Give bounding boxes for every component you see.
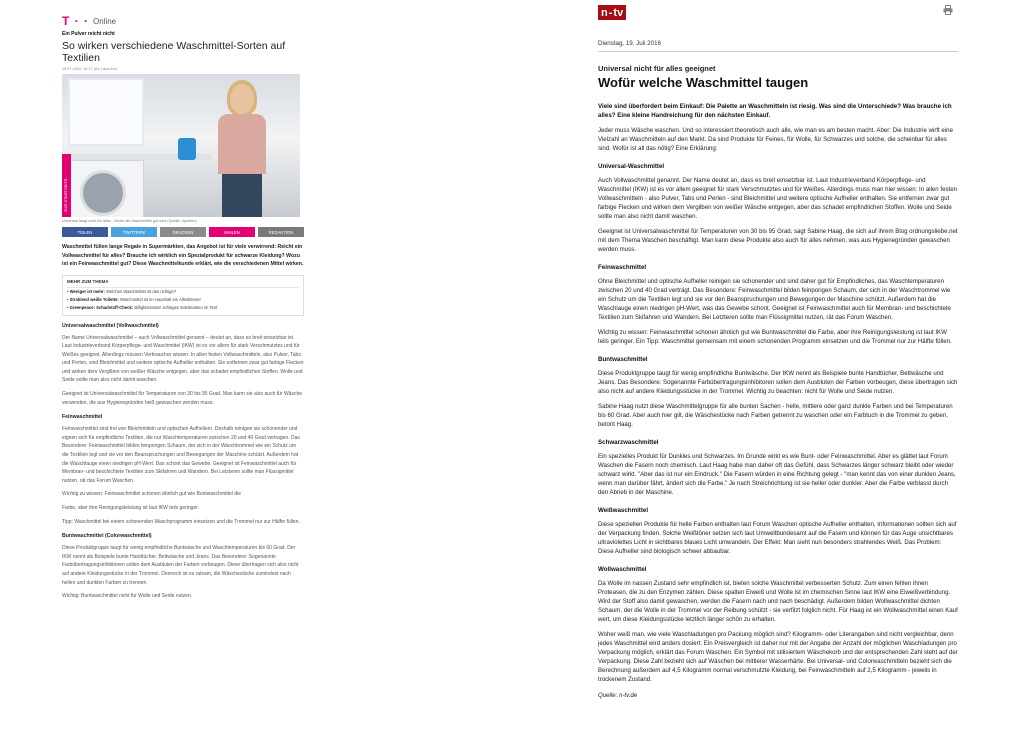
mail-label: MAILEN (224, 229, 240, 235)
paragraph: Ein spezielles Produkt für Dunkles und Schwarzes. Im Grunde wirkt es wie Bunt- oder Feinwaschmittel. Aber es glättet laut Forum Waschen die Fasern noch chemisch. Laut Haag habe man daher oft das Gefühl, dass Schwarzes länger schwarz bleibt oder wieder schwarz wirkt. "Aber das ist nur ein Eindruck." Die Fasern würden in eine Richtung gelegt - "man kennt das von einer dunklen Jeans, wenn man darüber fährt, ändert sich die Farbe." Je nach Streichrichtung ist sie heller oder dunkler. Aber die Farbe verblasst durch den Abrieb in der Maschine. (598, 453, 956, 496)
article-kicker: Universal nicht für alles geeignet (598, 64, 716, 73)
paragraph: Auch Vollwaschmittel genannt. Der Name deutet an, dass es breit einsetzbar ist. Laut Industrieverband Körperpflege- und Waschmittel (IKW) ist es vor allem geeignet für stark Verschmutztes und für Weißes. Allerdings muss man hier wissen: In allen festen Vollwaschmitteln - also Pulver, Tabs und Perlen - sind Bleichmittel und weitere optische Aufheller enthalten. Sie entfernen zwar gut farbige Flecken und wirken dem Vergilben von weißer Wäsche entgegen, aber das schadet empfindlichen Stoffen. Wolle und Seide sollte man also nicht damit waschen. (598, 177, 957, 220)
paragraph: Der Name Universalwaschmittel – auch Vollwaschmittel genannt – deutet an, dass es breit einsetzbar ist. Laut Industrieverband Körperpflege- und Waschmittel (IKW) ist es vor allem für stark Verschmutztes und für Weißes geeignet. Allerdings müssen Verbraucher wissen: In allen festen Vollwaschmitteln, also Pulver, Tabs und Perlen, sind Bleichmittel und weitere optische Aufheller enthalten. Sie entfernen zwar gut farbige Flecken und wirken dem Vergilben von weißer Wäsche entgegen, aber das schadet empfindlichen Stoffen. Wolle und Seide sollte man also nicht damit waschen. (62, 334, 304, 384)
more-topic-link-bold: Weniger ist mehr: (69, 288, 105, 294)
ntv-logo-dash: - (608, 6, 613, 19)
paragraph: Diese speziellen Produkte für helle Farben enthalten laut Forum Waschen optische Aufheller enthalten, Informationen sollten sich auf der Verpackung finden. Solche Weißtöner setzen sich laut Umweltbundesamt auf die Fasern und können für das Auge unsichtbares ultraviolettes Licht in sichtbares blaues Licht umwandeln. Der Effekt: Man sieht nun besonders strahlendes Weiß. Das Problem: Diese Aufheller sind biologisch schwer abbaubar. (598, 521, 957, 555)
share-facebook-button[interactable] (62, 227, 108, 237)
section-heading: Buntwaschmittel (598, 356, 648, 363)
article-lead: Viele sind überfordert beim Einkauf: Die Palette an Waschmitteln ist riesig. Was sind die Unterschiede? Was brauche ich alles? Eine kleine Handreichung für den nächsten Einkauf. (598, 103, 952, 119)
paragraph: Geeignet ist Universalwaschmittel für Temperaturen von 30 bis 95 Grad, sagt Sabine Haag, die sich auf ihrem Blog ordnungsliebe.net mit dem Thema Waschen beschäftigt. Man kann diese Produkte also auch für alles nehmen, was aus Hygienegründen gewaschen werden muss. (598, 228, 958, 253)
bullet-icon: • (67, 296, 70, 302)
more-topic-link-bold: Greenpeace: Schadstoff-Check: (69, 304, 134, 310)
more-topic-link-text: Welches Waschmittel ist das richtige? (104, 288, 177, 294)
share-twitter-button[interactable] (111, 227, 157, 237)
tonline-logo[interactable] (62, 14, 304, 28)
paragraph: Farbe, aber ihre Reinigungsleistung ist laut IKW teils geringer. (62, 505, 200, 511)
telekom-logo-mark: T · · (62, 14, 89, 28)
paragraph: Wichtig: Buntwaschmittel nicht für Wolle und Seide nutzen. (62, 593, 193, 600)
bullet-icon: • (67, 304, 70, 310)
paragraph: Diese Produktgruppe taugt für wenig empfindliche Buntwäsche. Der IKW nennt als Beispiele bunte Handtücher, Bettwäsche und Jeans. Das Besondere: Sogenannte Farbübertragungsinhibitoren sollen dem Ausbluten der Farben vorbeugen, diese übertragen sich also nicht auf andere Kleidungsstücke in der Trommel. Wichtig zu beachten: nicht für Wolle und Seide nutzen. (598, 370, 958, 395)
section-heading: Feinwaschmittel (598, 264, 647, 271)
more-topic-link[interactable] (67, 296, 299, 304)
paragraph: Wichtig zu wissen: Feinwaschmittel schonen ähnlich gut wie Buntwaschmittel die Farbe, aber ihre Reinigungsleistung ist laut IKW teils geringer. Ein Tipp: Waschmittel gemeinsam mit einem schonenden Programm einsetzen und die Trommel nur zur Hälfte füllen. (598, 329, 952, 345)
article-meta: 18.07.2016, 16:17 Uhr | dpa-tmn (62, 67, 117, 71)
article-title: So wirken verschiedene Waschmittel-Sorten auf Textilien (62, 40, 286, 64)
share-twitter-label: TWITTERN (123, 229, 145, 235)
more-topic-link-text: Billigklamotten schlagen Edelmarken im Test (133, 304, 218, 310)
source-line: Quelle: n-tv.de (598, 692, 638, 699)
paragraph: Jeder muss Wäsche waschen. Und so interessiert theoretisch auch alle, wie man es am besten macht. Aber: Die Industrie wirft eine Vielzahl an Waschmitteln auf den Markt. Da sind Produkte für Feines, für Wolle, für Schwarzes und solche, die scheinbar für alles sind. Wofür ist all das nötig? Eine Erklärung: (598, 127, 953, 152)
redaktion-button[interactable] (258, 227, 304, 237)
tonline-article (62, 14, 304, 743)
paragraph: Ohne Bleichmittel und optische Aufheller reinigen sie schonender und sind daher gut für Empfindliches, das Waschtemperaturen zwischen 20 und 40 Grad verträgt. Das Besondere: Feinwaschmittel bilden feinporigen Schaum, der sich in der Waschtrommel wie ein Schutz um die Textilien legt und sie vor den Beanspruchungen und Bewegungen der Maschine schützt. Außerdem hat die Waschlauge einen niedrigen pH-Wert, was das Gewebe schont. Geeignet ist Feinwaschmittel auch für Membran- und beschichtete Textilien zum Skifahren und Wandern. Bei Letzteren sollte man Flüssigmittel nutzen, rät das Forum Waschen. (598, 278, 951, 321)
paragraph: Wichtig zu wissen: Feinwaschmittel schonen ähnlich gut wie Buntwaschmittel die (62, 491, 241, 498)
startseite-badge[interactable] (62, 154, 71, 217)
redaktion-label: REDAKTION (268, 229, 294, 235)
woman-body-graphic (218, 114, 266, 174)
ntv-logo-n: n (601, 6, 608, 19)
article-kicker: Ein Pulver reicht nicht (62, 31, 115, 37)
share-bar (62, 227, 304, 237)
section-heading: Universalwaschmittel (Vollwaschmittel) (62, 322, 159, 329)
print-button[interactable] (160, 227, 206, 237)
paragraph: Diese Produktgruppe taugt für wenig empfindliche Buntwäsche und Waschtemperaturen bis 60 Grad. Der IKW nennt als Beispiele bunte Handtücher, Bettwäsche und Jeans. Das Besondere: Sogenannte Farbübertragungsinhibitoren sollen dem Ausbluten der Farben vorbeugen. Diese übertragen sich also nicht auf andere Kleidungsstücke in der Trommel. Dennoch ist es ratsam, die Wäschestücke zumindest nach hellen und dunklen Farben zu trennen. (62, 545, 299, 586)
woman-legs-graphic (222, 174, 262, 217)
printer-icon[interactable] (943, 5, 953, 15)
mail-button[interactable] (209, 227, 255, 237)
section-heading: Wollwaschmittel (598, 566, 647, 573)
detergent-bottle-graphic (178, 138, 196, 160)
more-topic-link[interactable] (67, 304, 299, 312)
ntv-logo-tv: tv (613, 6, 624, 19)
ntv-article (598, 5, 958, 743)
more-topic-link[interactable] (67, 288, 299, 296)
share-facebook-label: TEILEN (77, 229, 93, 235)
paragraph: Woher weiß man, wie viele Waschladungen pro Packung möglich sind? Kilogramm- oder Literangaben sind nicht vergleichbar, denn jedes Waschmittel wird anders dosiert. Ein Preisvergleich ist daher nur mit der Angabe der Anzahl der möglichen Waschladungen pro Verpackung möglich, erklärt das Forum Waschen. Ein Symbol mit stilisiertem Wäschekorb und der entsprechenden Zahl steht auf der Verpackung. Diese Zahl bezieht sich auf Wäschen bei mittlerer Wasserhärte. Bei Universal- und Colorwaschmitteln bezieht sich die Berechnung außerdem auf 4,5 Kilogramm normal verschmutzte Kleidung, bei Feinwaschmitteln auf 2,5 Kilogramm - jeweils in trockenem Zustand. (598, 631, 958, 683)
tonline-logo-text: Online (93, 16, 117, 26)
section-heading: Schwarzwaschmittel (598, 439, 659, 446)
ntv-logo[interactable] (598, 5, 626, 20)
washer-drum-graphic (80, 170, 126, 216)
print-label: DRUCKEN (172, 229, 194, 235)
more-topic-box (62, 275, 304, 316)
paragraph: Da Wolle im nassen Zustand sehr empfindlich ist, bieten solche Waschmittel verbesserten Schutz. Zum einen fehlen ihnen Proteasen, die zu den Enzymen zählen. Diese spalten Eiweiß und Wolle ist im chemischen Sinne laut IKW eine Eiweißverbindung. Wird der Stoff also damit gewaschen, werden die Fasern nach und nach beschädigt. Außerdem bilden Wollwaschmittel dichten Schaum, der die Wolle in der Trommel vor der Reibung schützt - sie verfilzt folglich nicht. Für Haag ist ein Wollwaschmittel einen Kauf wert, um diese Kleidungsstücke letztlich länger schön zu erhalten. (598, 580, 958, 623)
article-lead: Waschmittel füllen lange Regale in Supermärkten, das Angebot ist für viele verwirrend: Reicht ein Vollwaschmittel für alles? Brauche ich wirklich ein Spezialprodukt für schwarze Kleidung? Wozu ist ein Feinwaschmittel gut? Diese Waschmittelkunde erklärt, wie die verschiedenen Mittel wirken. (62, 244, 304, 267)
startseite-badge-label: ZUR STARTSEITE (63, 178, 68, 212)
divider (598, 51, 958, 52)
ntv-header (598, 5, 958, 20)
article-title: Wofür welche Waschmittel taugen (598, 75, 809, 90)
hero-image (62, 74, 300, 217)
bullet-icon: • (67, 288, 70, 294)
image-caption: Universal taugt nicht für alles - Wofür die Waschmittel gut sind (Quelle: dpa/tmn) (62, 219, 197, 223)
paragraph: Sabine Haag nutzt diese Waschmittelgruppe für alle bunten Sachen - helle, mittlere oder ganz dunkle Farben und bei Temperaturen bis 60 Grad. Aber auch hier gilt, die Wäschestücke nach Farben getrennt zu waschen oder ein Farbtuch in die Trommel zu geben, betont Haag. (598, 403, 953, 428)
section-heading: Universal-Waschmittel (598, 163, 665, 170)
more-topic-link-bold: Strahlend weiße Toilette: (69, 296, 119, 302)
window-graphic (68, 78, 144, 146)
woman-head-graphic (230, 84, 254, 114)
section-heading: Buntwaschmittel (Colorwaschmittel) (62, 533, 152, 540)
section-heading: Feinwaschmittel (62, 414, 103, 421)
section-heading: Weißwaschmittel (598, 507, 649, 514)
paragraph: Tipp: Waschmittel bei einem schonenden Waschprogramm einsetzen und die Trommel nur zur Hälfte füllen. (62, 518, 300, 525)
paragraph: Feinwaschmittel sind frei von Bleichmitteln und optischen Aufhellern. Deshalb reinigen sie schonender und eignen sich für empfindliche Textilien, die nur Waschtemperaturen zwischen 20 und 40 Grad vertragen. Das Besondere: Feinwaschmittel bilden feinporigen Schaum, der sich in der Waschtrommel wie ein Schutz um die Textilien legt und sie vor den Beanspruchungen und Bewegungen der Maschine schützt. Außerdem hat die Waschlauge einen niedrigen pH-Wert. Das schont das Gewebe. Geeignet ist Feinwaschmittel auch für Membran- und beschichtete Textilien zum Skifahren und Wandern. Bei Letzteren sollte man Flüssigmittel nutzen, rät das Forum Waschen. (62, 426, 300, 484)
article-date: Dienstag, 19. Juli 2016 (598, 40, 661, 47)
paragraph: Geeignet ist Universalwaschmittel für Temperaturen von 30 bis 95 Grad. Man kann sie also auch für Wäsche verwenden, die aus Hygienegründen heiß gewaschen werden muss. (62, 391, 303, 406)
more-topic-title: MEHR ZUM THEMA (67, 279, 299, 288)
more-topic-link-text: Waschmittel ist im Haushalt ein Alleskönner (118, 296, 201, 302)
